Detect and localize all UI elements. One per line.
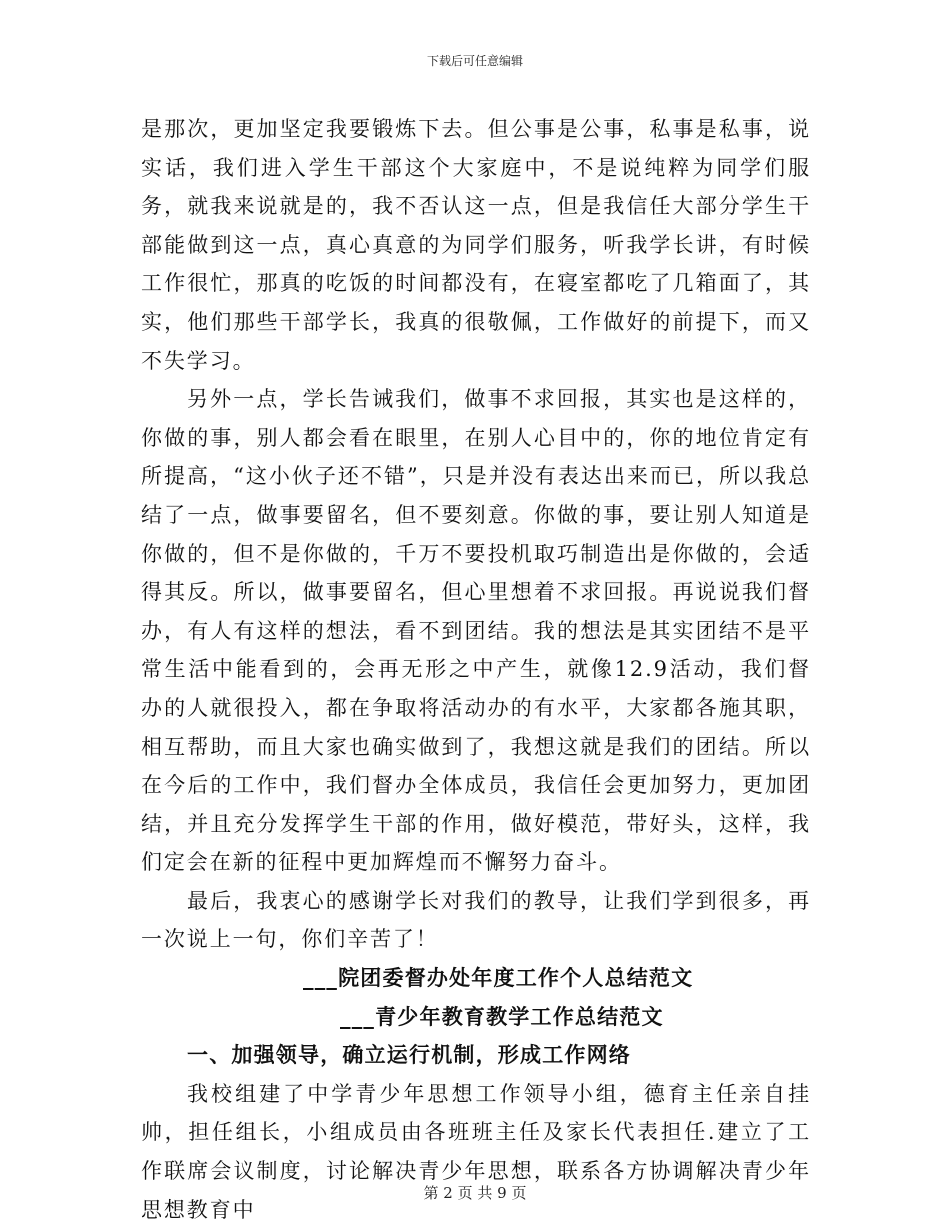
page-footer: 第 2 页 共 9 页 bbox=[423, 1184, 527, 1202]
page-header: 下载后可任意编辑 bbox=[426, 54, 523, 68]
section-paragraph: 我校组建了中学青少年思想工作领导小组，德育主任亲自挂帅，担任组长，小组成员由各班班主任及家长代表担任.建立了工作联席会议制度，讨论解决青少年思想，联系各方协调解决青少年思想教育中 bbox=[141, 1081, 811, 1222]
document-body bbox=[141, 110, 811, 1229]
document-subtitle: ___青少年教育教学工作总结范文 bbox=[340, 1004, 664, 1029]
paragraph-1: 是那次，更加坚定我要锻炼下去。但公事是公事，私事是私事，说实话，我们进入学生干部这个大家庭中，不是说纯粹为同学们服务，就我来说就是的，我不否认这一点，但是我信任大部分学生干部能做到这一点，真心真意的为同学们服务，听我学长讲，有时候工作很忙，那真的吃饭的时间都没有，在寝室都吃了几箱面了，其实，他们那些干部学长，我真的很敬佩，工作做好的前提下，而又不失学习。 bbox=[141, 117, 811, 373]
document-title: ___院团委督办处年度工作个人总结范文 bbox=[303, 966, 694, 991]
paragraph-2: 另外一点，学长告诫我们，做事不求回报，其实也是这样的，你做的事，别人都会看在眼里，在别人心目中的，你的地位肯定有所提高，“这小伙子还不错”，只是并没有表达出来而已，所以我总结了一点，做事要留名，但不要刻意。你做的事，要让别人知道是你做的，但不是你做的，千万不要投机取巧制造出是你做的，会适得其反。所以，做事要留名，但心里想着不求回报。再说说我们督办，有人有这样的想法，看不到团结。我的想法是其实团结不是平常生活中能看到的，会再无形之中产生，就像12.9活动，我们督办的人就很投入，都在争取将活动办的有水平，大家都各施其职，相互帮助，而且大家也确实做到了，我想这就是我们的团结。所以在今后的工作中，我们督办全体成员，我信任会更加努力，更加团结，并且充分发挥学生干部的作用，做好模范，带好头，这样，我们定会在新的征程中更加辉煌而不懈努力奋斗。 bbox=[141, 387, 811, 875]
section-heading: 一、加强领导，确立运行机制，形成工作网络 bbox=[187, 1043, 631, 1068]
paragraph-3: 最后，我衷心的感谢学长对我们的教导，让我们学到很多，再一次说上一句，你们辛苦了！ bbox=[141, 888, 811, 952]
